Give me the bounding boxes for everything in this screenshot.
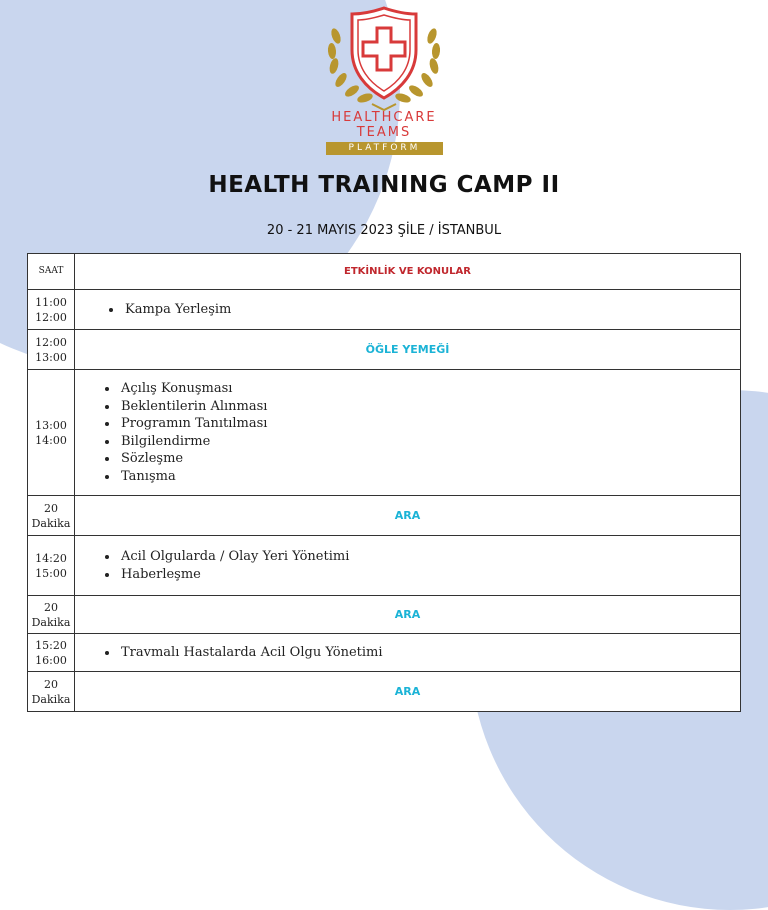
break-label: ARA	[75, 596, 741, 634]
list-item: • Acil Olgularda / Olay Yeri Yönetimi	[119, 548, 740, 566]
table-row	[28, 672, 741, 712]
time-cell: 15:20 16:00	[28, 634, 75, 672]
brand-platform-banner: PLATFORM	[326, 142, 443, 155]
break-label: ARA	[75, 672, 741, 712]
table-row	[28, 634, 741, 672]
list-item: • Açılış Konuşması	[119, 380, 740, 398]
header-time: SAAT	[28, 254, 75, 290]
table-row	[28, 596, 741, 634]
topics-cell	[75, 290, 741, 330]
table-row	[28, 370, 741, 496]
brand-line-2: TEAMS	[356, 125, 412, 140]
table-row	[28, 330, 741, 370]
topics-cell	[75, 370, 741, 496]
break-label: ARA	[75, 496, 741, 536]
lunch-break-label: ÖĞLE YEMEĞİ	[75, 330, 741, 370]
list-item: • Kampa Yerleşim	[123, 301, 740, 319]
table-row	[28, 290, 741, 330]
header-title: ETKİNLİK VE KONULAR	[75, 254, 741, 290]
time-cell: 20 Dakika	[28, 496, 75, 536]
time-cell: 11:00 12:00	[28, 290, 75, 330]
list-item: • Sözleşme	[119, 450, 740, 468]
time-cell: 13:00 14:00	[28, 370, 75, 496]
list-item: • Beklentilerin Alınması	[119, 398, 740, 416]
schedule-table	[27, 253, 741, 712]
list-item: • Haberleşme	[119, 566, 740, 584]
topics-cell	[75, 536, 741, 596]
brand-line-1: HEALTHCARE	[331, 110, 437, 125]
page-title: HEALTH TRAINING CAMP II	[208, 172, 560, 198]
event-date-location: 20 - 21 MAYIS 2023 ŞİLE / İSTANBUL	[266, 223, 502, 238]
list-item: • Bilgilendirme	[119, 433, 740, 451]
topics-cell	[75, 634, 741, 672]
table-row	[28, 536, 741, 596]
list-item: • Programın Tanıtılması	[119, 415, 740, 433]
time-cell: 14:20 15:00	[28, 536, 75, 596]
time-cell: 20 Dakika	[28, 672, 75, 712]
list-item: • Travmalı Hastalarda Acil Olgu Yönetimi	[119, 644, 740, 662]
shield-cross-icon	[322, 6, 446, 116]
table-header-row	[28, 254, 741, 290]
list-item: • Tanışma	[119, 468, 740, 486]
table-row	[28, 496, 741, 536]
time-cell: 20 Dakika	[28, 596, 75, 634]
time-cell: 12:00 13:00	[28, 330, 75, 370]
